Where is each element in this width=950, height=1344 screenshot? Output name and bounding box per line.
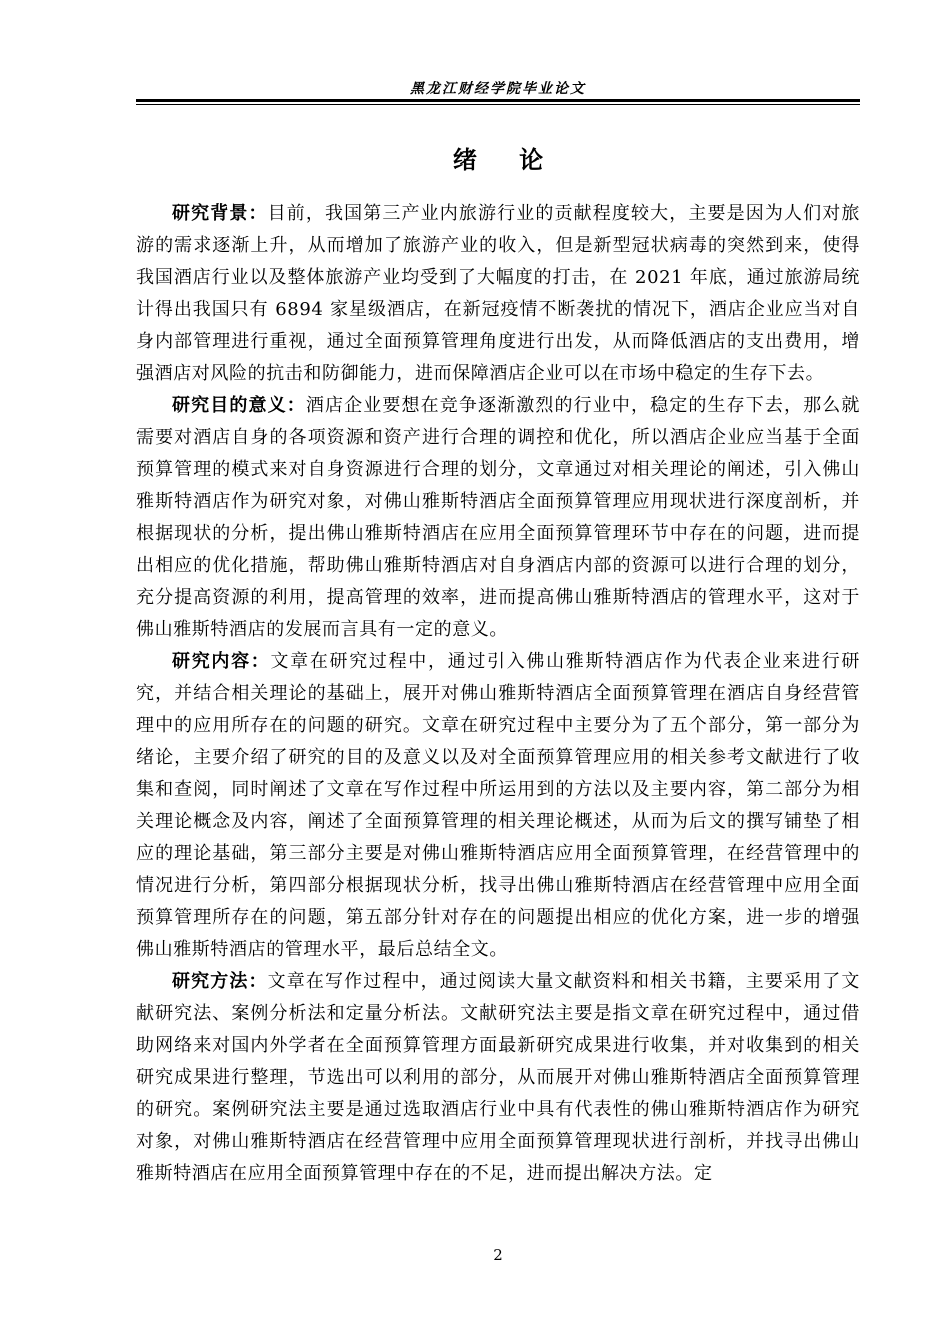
- paragraph-research-purpose: [136, 390, 860, 646]
- paragraph-body: 文章在写作过程中，通过阅读大量文献资料和相关书籍，主要采用了文献研究法、案例分析法和定量分析法。文献研究法主要是指文章在研究过程中，通过借助网络来对国内外学者在全面预算管理方面最新研究成果进行收集，并对收集到的相关研究成果进行整理，节选出可以利用的部分，从而展开对佛山雅斯特酒店全面预算管理的研究。案例研究法主要是通过选取酒店行业中具有代表性的佛山雅斯特酒店作为研究对象，对佛山雅斯特酒店在经营管理中应用全面预算管理现状进行剖析，并找寻出佛山雅斯特酒店在应用全面预算管理中存在的不足，进而提出解决方法。定: [136, 971, 861, 1184]
- paragraph-lead: 研究目的意义：: [172, 395, 306, 416]
- paragraph-lead: 研究背景：: [172, 203, 268, 224]
- page-number: 2: [493, 1246, 503, 1264]
- paragraph-research-method: [136, 966, 860, 1190]
- paragraph-body: 目前，我国第三产业内旅游行业的贡献程度较大，主要是因为人们对旅游的需求逐渐上升，从而增加了旅游产业的收入，但是新型冠状病毒的突然到来，使得我国酒店行业以及整体旅游产业均受到了大幅度的打击，在 2021 年底，通过旅游局统计得出我国只有 6894 家星级酒店，在新冠疫情不断袭扰的情况下，酒店企业应当对自身内部管理进行重视，通过全面预算管理角度进行出发，从而降低酒店的支出费用，增强酒店对风险的抗击和防御能力，进而保障酒店企业可以在市场中稳定的生存下去。: [136, 203, 861, 384]
- body-text: [136, 198, 860, 1190]
- paragraph-research-background: [136, 198, 860, 390]
- header-rule-thin: [136, 104, 860, 105]
- paragraph-research-content: [136, 646, 860, 966]
- paragraph-body: 酒店企业要想在竞争逐渐激烈的行业中，稳定的生存下去，那么就需要对酒店自身的各项资源和资产进行合理的调控和优化，所以酒店企业应当基于全面预算管理的模式来对自身资源进行合理的划分，文章通过对相关理论的阐述，引入佛山雅斯特酒店作为研究对象，对佛山雅斯特酒店全面预算管理应用现状进行深度剖析，并根据现状的分析，提出佛山雅斯特酒店在应用全面预算管理环节中存在的问题，进而提出相应的优化措施，帮助佛山雅斯特酒店对自身酒店内部的资源可以进行合理的划分，充分提高资源的利用，提高管理的效率，进而提高佛山雅斯特酒店的管理水平，这对于佛山雅斯特酒店的发展而言具有一定的意义。: [136, 395, 860, 640]
- paragraph-body: 文章在研究过程中，通过引入佛山雅斯特酒店作为代表企业来进行研究，并结合相关理论的基础上，展开对佛山雅斯特酒店全面预算管理在酒店自身经营管理中的应用所存在的问题的研究。文章在研究过程中主要分为了五个部分，第一部分为绪论，主要介绍了研究的目的及意义以及对全面预算管理应用的相关参考文献进行了收集和查阅，同时阐述了文章在写作过程中所运用到的方法以及主要内容，第二部分为相关理论概念及内容，阐述了全面预算管理的相关理论概述，从而为后文的撰写铺垫了相应的理论基础，第三部分主要是对佛山雅斯特酒店应用全面预算管理，在经营管理中的情况进行分析，第四部分根据现状分析，找寻出佛山雅斯特酒店在经营管理中应用全面预算管理所存在的问题，第五部分针对存在的问题提出相应的优化方案，进一步的增强佛山雅斯特酒店的管理水平，最后总结全文。: [136, 651, 861, 960]
- paragraph-lead: 研究内容：: [172, 651, 271, 672]
- running-header: 黑龙江财经学院毕业论文: [410, 81, 586, 97]
- paragraph-lead: 研究方法：: [172, 971, 268, 992]
- chapter-title: 绪 论: [452, 145, 544, 174]
- header-rule-thick: [136, 99, 860, 102]
